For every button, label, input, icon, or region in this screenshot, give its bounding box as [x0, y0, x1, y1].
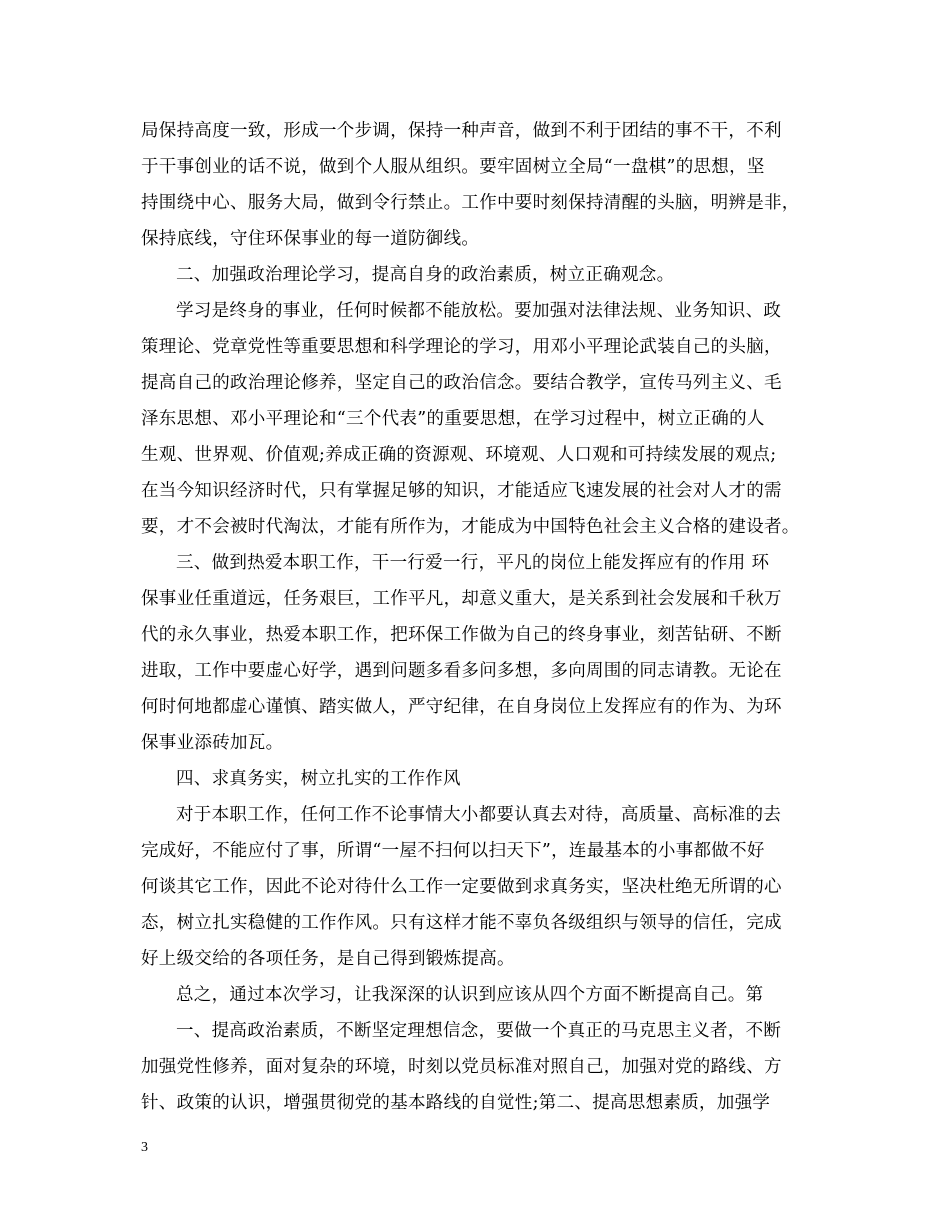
text-line: 态，树立扎实稳健的工作作风。只有这样才能不辜负各级组织与领导的信任，完成 [141, 913, 782, 933]
text-line: 持围绕中心、服务大局，做到令行禁止。工作中要时刻保持清醒的头脑，明辨是非， [141, 193, 800, 213]
text-line: 好上级交给的各项任务，是自己得到锻炼提高。 [141, 949, 515, 969]
text-line: 于干事创业的话不说，做到个人服从组织。要牢固树立全局“一盘棋”的思想，坚 [141, 157, 765, 177]
text-line: 保事业添砖加瓦。 [141, 733, 284, 753]
text-line: 在当今知识经济时代，只有掌握足够的知识，才能适应飞速发展的社会对人才的需 [141, 481, 782, 501]
text-line: 针、政策的认识，增强贯彻党的基本路线的自觉性;第二、提高思想素质，加强学 [141, 1093, 771, 1113]
section-heading: 四、求真务实，树立扎实的工作作风 [176, 769, 461, 789]
text-line: 泽东思想、邓小平理论和“三个代表”的重要思想，在学习过程中，树立正确的人 [141, 409, 765, 429]
text-line: 要，才不会被时代淘汰，才能有所作为，才能成为中国特色社会主义合格的建设者。 [141, 517, 800, 537]
text-line: 局保持高度一致，形成一个步调，保持一种声音，做到不利于团结的事不干，不利 [141, 121, 782, 141]
text-line: 总之，通过本次学习，让我深深的认识到应该从四个方面不断提高自己。第 [176, 985, 764, 1005]
text-line: 进取，工作中要虚心好学，遇到问题多看多问多想，多向周围的同志请教。无论在 [141, 661, 782, 681]
text-line: 何谈其它工作，因此不论对待什么工作一定要做到求真务实，坚决杜绝无所谓的心 [141, 877, 782, 897]
text-line: 一、提高政治素质，不断坚定理想信念，要做一个真正的马克思主义者，不断 [176, 1021, 782, 1041]
text-line: 对于本职工作，任何工作不论事情大小都要认真去对待，高质量、高标准的去 [176, 805, 782, 825]
section-heading: 三、做到热爱本职工作，干一行爱一行，平凡的岗位上能发挥应有的作用 环 [176, 553, 770, 573]
text-line: 完成好，不能应付了事，所谓“一屋不扫何以扫天下”，连最基本的小事都做不好 [141, 841, 765, 861]
text-line: 保事业任重道远，任务艰巨，工作平凡，却意义重大，是关系到社会发展和千秋万 [141, 589, 782, 609]
text-line: 提高自己的政治理论修养，坚定自己的政治信念。要结合教学，宣传马列主义、毛 [141, 373, 782, 393]
section-heading: 二、加强政治理论学习，提高自身的政治素质，树立正确观念。 [176, 265, 675, 285]
text-line: 策理论、党章党性等重要思想和科学理论的学习，用邓小平理论武装自己的头脑， [141, 337, 782, 357]
text-line: 保持底线，守住环保事业的每一道防御线。 [141, 229, 480, 249]
text-line: 何时何地都虚心谨慎、踏实做人，严守纪律，在自身岗位上发挥应有的作为、为环 [141, 697, 782, 717]
page-number: 3 [141, 1140, 148, 1155]
text-line: 生观、世界观、价值观;养成正确的资源观、环境观、人口观和可持续发展的观点; [141, 445, 777, 465]
text-line: 学习是终身的事业，任何时候都不能放松。要加强对法律法规、业务知识、政 [176, 301, 782, 321]
text-line: 加强党性修养，面对复杂的环境，时刻以党员标准对照自己，加强对党的路线、方 [141, 1057, 782, 1077]
text-line: 代的永久事业，热爱本职工作，把环保工作做为自己的终身事业，刻苦钻研、不断 [141, 625, 782, 645]
